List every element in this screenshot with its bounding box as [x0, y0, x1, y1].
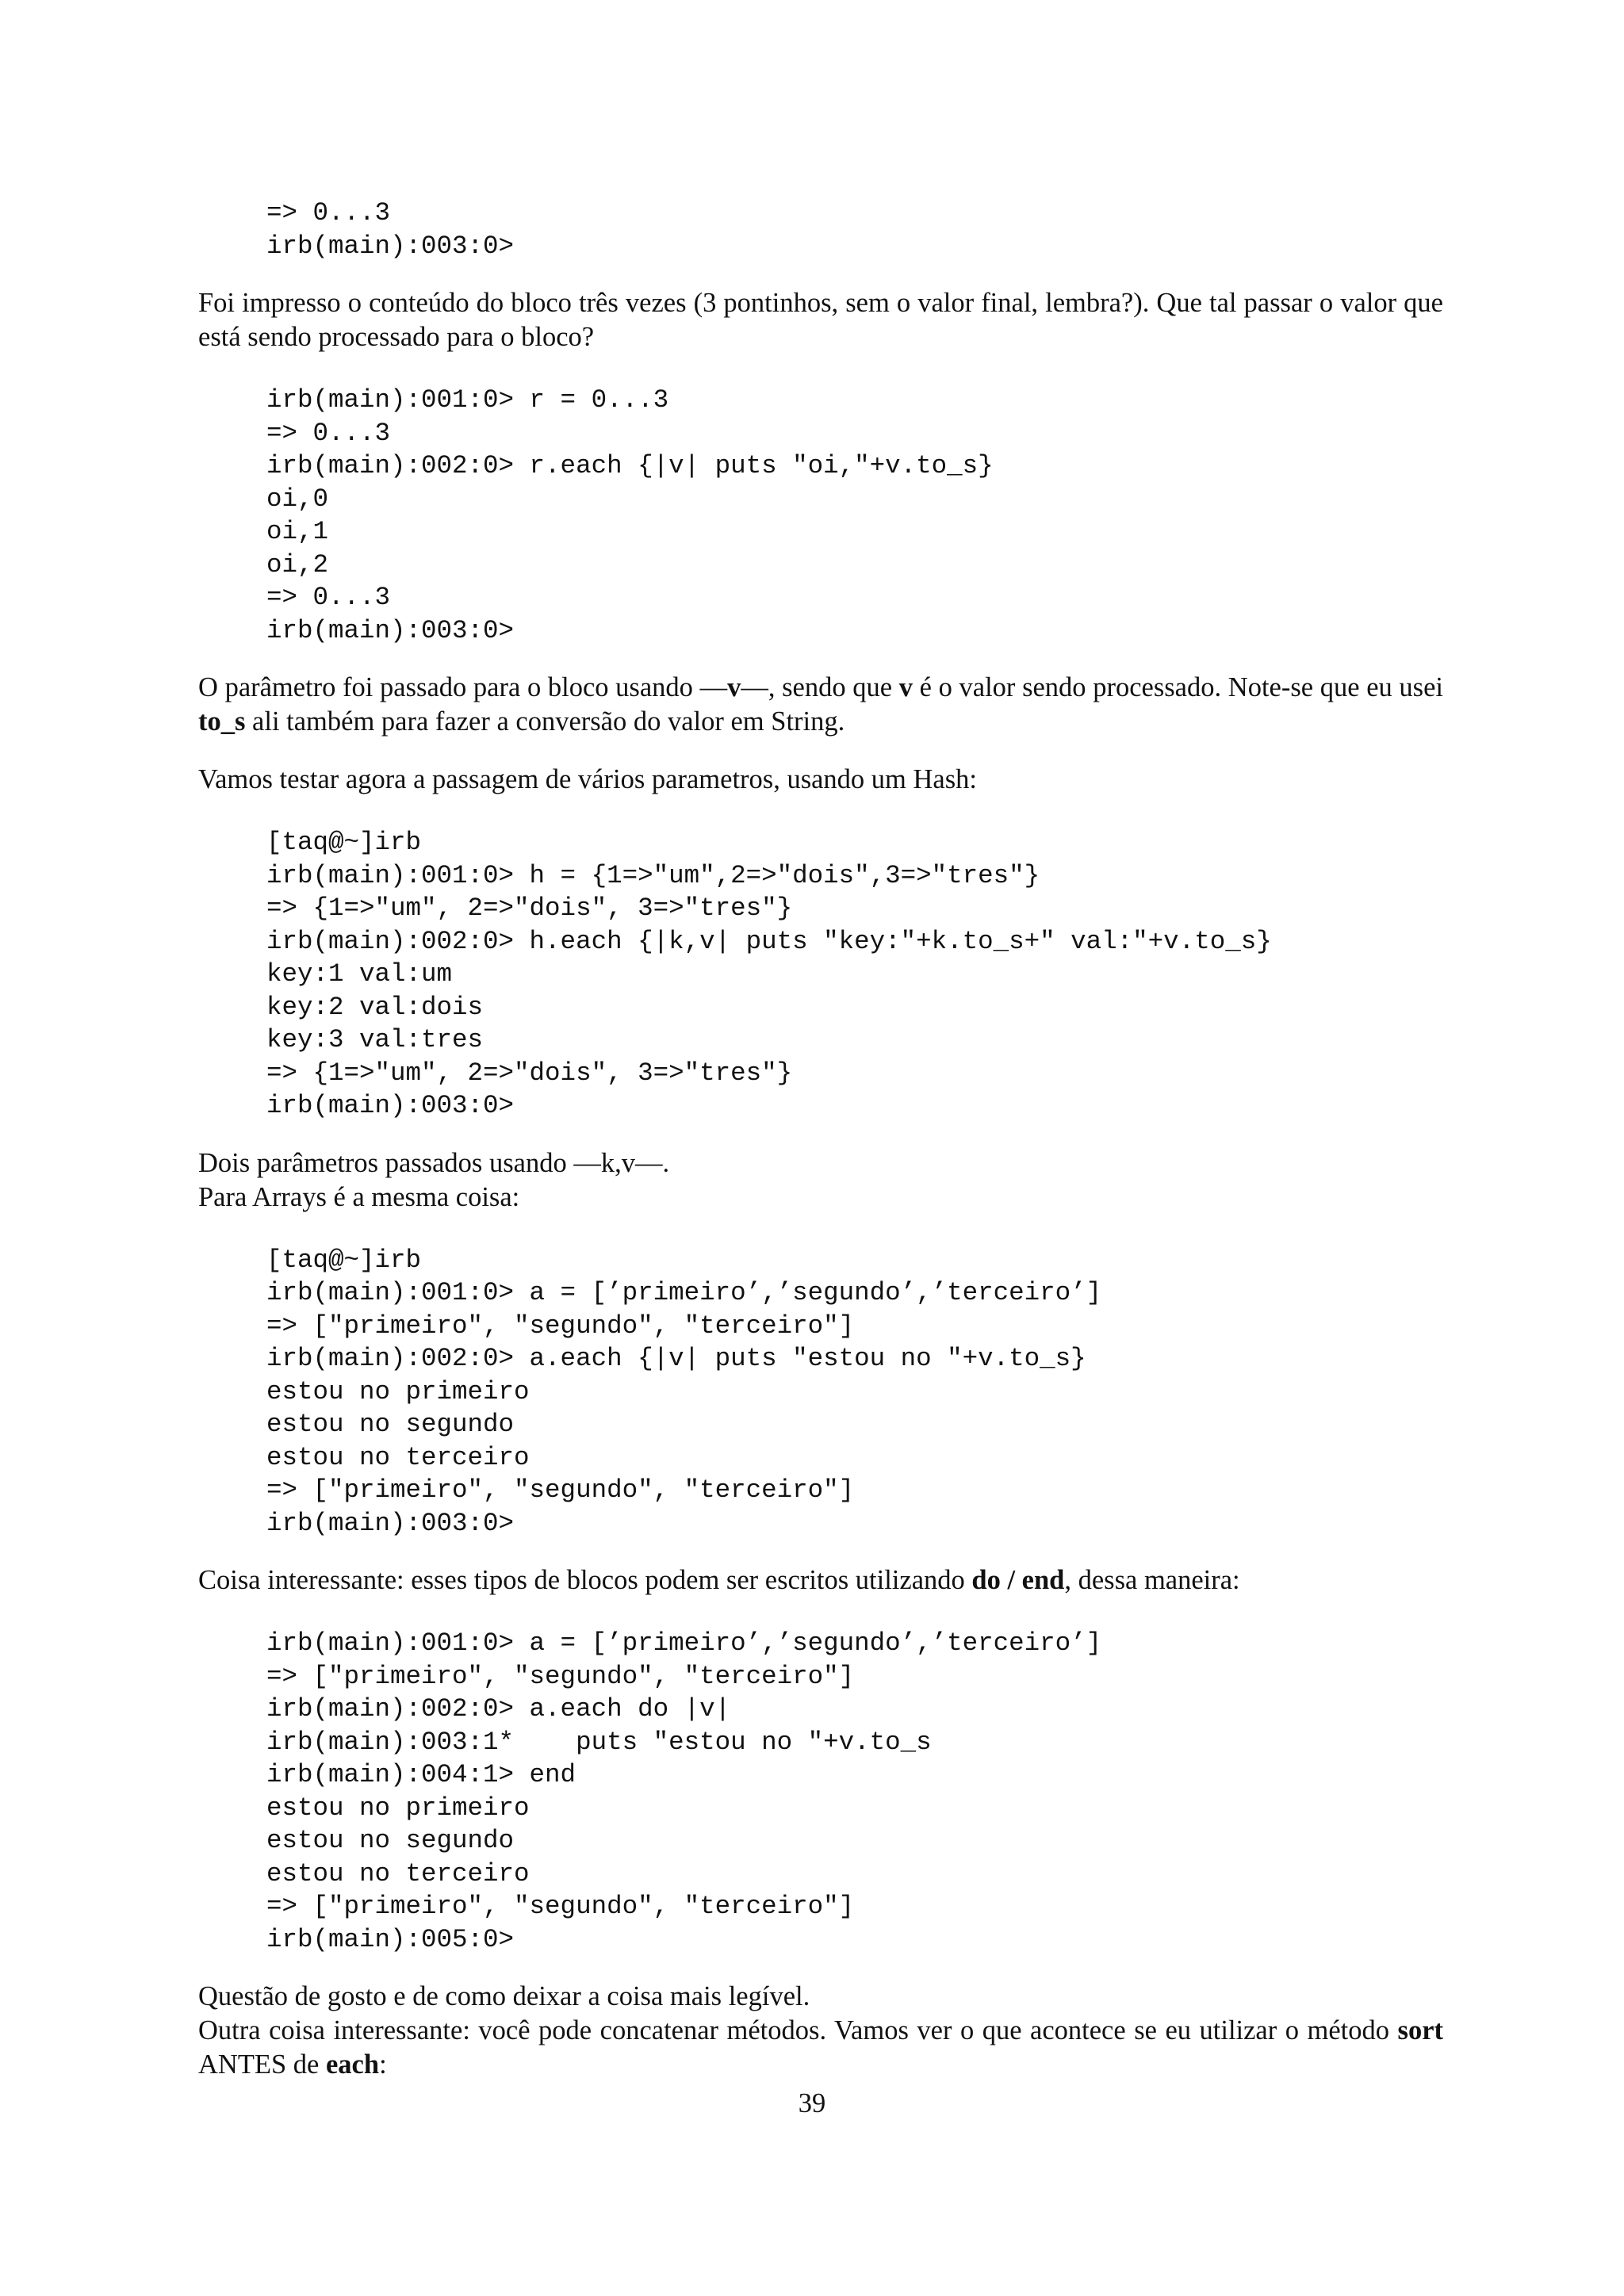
code-line: irb(main):004:1> end	[266, 1760, 576, 1789]
code-block-do-end	[266, 1627, 1443, 1956]
code-line: => 0...3	[266, 583, 391, 612]
code-line: oi,1	[266, 517, 329, 546]
code-line: key:1 val:um	[266, 959, 453, 989]
code-line: irb(main):002:0> h.each {|k,v| puts "key:"+k.to_s+" val:"+v.to_s}	[266, 926, 1272, 956]
code-line: irb(main):003:0>	[266, 1508, 515, 1538]
code-line: [taq@~]irb	[266, 828, 422, 857]
bold-term: each	[325, 2049, 380, 2080]
paragraph-block-printed: Foi impresso o conteúdo do bloco três vezes (3 pontinhos, sem o valor final, lembra?). Que tal passar o valor que está sendo processado para o bloco?	[198, 288, 1443, 352]
code-line: irb(main):005:0>	[266, 1924, 515, 1954]
code-line: irb(main):001:0> h = {1=>"um",2=>"dois",3=>"tres"}	[266, 860, 1040, 890]
code-line: irb(main):001:0> a = [’primeiro’,’segundo’,’terceiro’]	[266, 1628, 1102, 1658]
code-line: irb(main):003:1* puts "estou no "+v.to_s	[266, 1727, 932, 1757]
bold-term: v	[727, 672, 741, 702]
code-line: => ["primeiro", "segundo", "terceiro"]	[266, 1661, 855, 1691]
code-line: => ["primeiro", "segundo", "terceiro"]	[266, 1892, 855, 1921]
code-line: => 0...3	[266, 418, 391, 448]
code-line: irb(main):002:0> a.each do |v|	[266, 1694, 731, 1724]
code-line: estou no primeiro	[266, 1376, 530, 1406]
code-line: => {1=>"um", 2=>"dois", 3=>"tres"}	[266, 894, 793, 923]
code-line: irb(main):002:0> a.each {|v| puts "estou no "+v.to_s}	[266, 1344, 1086, 1373]
code-line: irb(main):003:0>	[266, 1091, 515, 1120]
code-line: irb(main):001:0> r = 0...3	[266, 385, 669, 415]
page-content	[198, 197, 1443, 2082]
paragraph-two-params: Dois parâmetros passados usando —k,v—. Para Arrays é a mesma coisa:	[198, 1147, 670, 1212]
paragraph-do-end: Coisa interessante: esses tipos de blocos podem ser escritos utilizando do / end, dessa maneira:	[198, 1565, 1240, 1595]
code-line: [taq@~]irb	[266, 1245, 422, 1275]
page-number: 39	[798, 2088, 826, 2118]
bold-term: do / end	[971, 1565, 1065, 1595]
paragraph-hash-intro: Vamos testar agora a passagem de vários parametros, usando um Hash:	[198, 764, 978, 794]
code-block-range-output	[266, 197, 1443, 262]
paragraph-concatenate-methods: Questão de gosto e de como deixar a coisa mais legível. Outra coisa interessante: você pode concatenar métodos. Vamos ver o que acontece se eu utilizar o método sort ANTES de each:	[198, 1981, 1443, 2080]
code-line: => {1=>"um", 2=>"dois", 3=>"tres"}	[266, 1058, 793, 1088]
code-line: irb(main):003:0>	[266, 615, 515, 645]
code-line: oi,2	[266, 549, 329, 580]
code-line: irb(main):003:0>	[266, 231, 515, 261]
code-line: => 0...3	[266, 198, 391, 228]
code-line: => ["primeiro", "segundo", "terceiro"]	[266, 1311, 855, 1341]
code-line: estou no terceiro	[266, 1858, 530, 1888]
code-line: key:3 val:tres	[266, 1025, 484, 1054]
bold-term: sort	[1397, 2015, 1443, 2045]
bold-term: to_s	[198, 706, 246, 737]
code-line: irb(main):002:0> r.each {|v| puts "oi,"+v.to_s}	[266, 451, 994, 480]
code-block-range-each	[266, 384, 1443, 647]
code-line: irb(main):001:0> a = [’primeiro’,’segundo’,’terceiro’]	[266, 1278, 1102, 1307]
code-line: oi,0	[266, 484, 329, 514]
code-line: estou no primeiro	[266, 1793, 530, 1823]
paragraph-parameter-passed: O parâmetro foi passado para o bloco usando —v—, sendo que v é o valor sendo processado. Note-se que eu usei to_s ali também para fazer a conversão do valor em String.	[198, 672, 1443, 737]
code-line: estou no segundo	[266, 1826, 515, 1855]
code-line: key:2 val:dois	[266, 992, 484, 1022]
code-block-array-each	[266, 1244, 1443, 1540]
code-line: => ["primeiro", "segundo", "terceiro"]	[266, 1475, 855, 1505]
bold-term: v	[898, 672, 913, 702]
code-line: estou no terceiro	[266, 1442, 530, 1472]
code-block-hash-each	[266, 826, 1443, 1123]
code-line: estou no segundo	[266, 1410, 515, 1439]
